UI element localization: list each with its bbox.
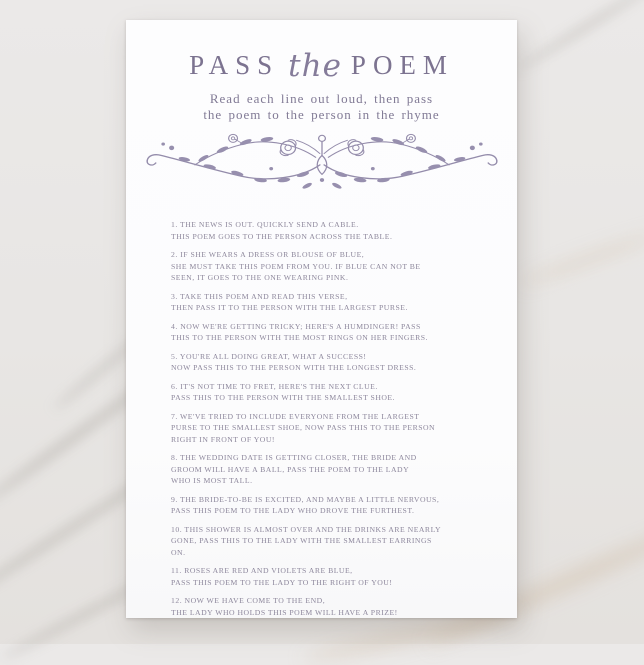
poem-verse-4 <box>171 321 517 344</box>
poem-line: 1. THE NEWS IS OUT. QUICKLY SEND A CABLE. <box>171 220 359 229</box>
poem-verse-5 <box>171 351 517 374</box>
poem-line: THIS TO THE PERSON WITH THE MOST RINGS ON HER FINGERS. <box>171 333 429 342</box>
poem-line: THEN PASS IT TO THE PERSON WITH THE LARGEST PURSE. <box>171 303 408 312</box>
card-subtitle <box>126 91 517 122</box>
poem-verse-8 <box>171 452 517 487</box>
poem-verse-12 <box>171 595 517 618</box>
poem-line: NOW PASS THIS TO THE PERSON WITH THE LONGEST DRESS. <box>171 363 417 372</box>
poem-line: 11. ROSES ARE RED AND VIOLETS ARE BLUE, <box>171 566 353 575</box>
poem-line: SHE MUST TAKE THIS POEM FROM YOU. IF BLUE CAN NOT BE <box>171 261 421 271</box>
poem-line: 4. NOW WE'RE GETTING TRICKY; HERE'S A HUMDINGER! PASS <box>171 321 421 331</box>
poem-verse-9 <box>171 494 517 517</box>
poem-line: 12. NOW WE HAVE COME TO THE END, <box>171 596 326 605</box>
poem-line: ON. <box>171 547 186 557</box>
poem-line: PURSE TO THE SMALLEST SHOE, NOW PASS THIS TO THE PERSON <box>171 423 436 432</box>
poem-line: GROOM WILL HAVE A BALL, PASS THE POEM TO THE LADY <box>171 464 410 474</box>
poem-line: GONE, PASS THIS TO THE LADY WITH THE SMALLEST EARRINGS <box>171 536 432 545</box>
poem-verse-10 <box>171 524 517 559</box>
poem-line: PASS THIS POEM TO THE LADY WHO DROVE THE FURTHEST. <box>171 506 415 515</box>
poem-verse-1 <box>171 219 517 242</box>
poem-line: 3. TAKE THIS POEM AND READ THIS VERSE, <box>171 291 348 301</box>
game-card <box>126 20 517 618</box>
poem-verse-11 <box>171 565 517 588</box>
poem-verse-2 <box>171 249 517 284</box>
poem-line: 8. THE WEDDING DATE IS GETTING CLOSER, THE BRIDE AND <box>171 453 417 462</box>
subtitle-line-2: the poem to the person in the rhyme <box>203 106 440 122</box>
poem-line: THIS POEM GOES TO THE PERSON ACROSS THE TABLE. <box>171 231 393 241</box>
poem-line: 9. THE BRIDE-TO-BE IS EXCITED, AND MAYBE A LITTLE NERVOUS, <box>171 494 440 504</box>
poem-line: WHO IS MOST TALL. <box>171 476 253 485</box>
card-title <box>126 48 517 83</box>
poem-line: PASS THIS POEM TO THE LADY TO THE RIGHT OF YOU! <box>171 577 393 587</box>
poem-line: RIGHT IN FRONT OF YOU! <box>171 434 275 444</box>
poem-line: 5. YOU'RE ALL DOING GREAT, WHAT A SUCCESS! <box>171 351 367 361</box>
poem-list <box>171 219 517 618</box>
poem-line: SEEN, IT GOES TO THE ONE WEARING PINK. <box>171 273 349 282</box>
poem-line: THE LADY WHO HOLDS THIS POEM WILL HAVE A PRIZE! <box>171 607 398 617</box>
poem-line: PASS THIS TO THE PERSON WITH THE SMALLEST SHOE. <box>171 393 396 402</box>
title-word-the: the <box>288 48 342 84</box>
poem-line: 2. IF SHE WEARS A DRESS OR BLOUSE OF BLUE, <box>171 250 365 259</box>
title-word-poem: POEM <box>350 50 454 80</box>
title-word-pass: PASS <box>189 50 280 80</box>
floral-vine-ornament <box>142 127 502 199</box>
subtitle-line-1: Read each line out loud, then pass <box>209 91 434 106</box>
marble-vein <box>517 230 644 289</box>
poem-verse-6 <box>171 381 517 404</box>
poem-verse-7 <box>171 411 517 446</box>
poem-line: 6. IT'S NOT TIME TO FRET, HERE'S THE NEXT CLUE. <box>171 381 378 391</box>
marble-vein <box>515 0 644 73</box>
poem-verse-3 <box>171 291 517 314</box>
poem-line: 7. WE'VE TRIED TO INCLUDE EVERYONE FROM THE LARGEST <box>171 411 420 421</box>
poem-line: 10. THIS SHOWER IS ALMOST OVER AND THE DRINKS ARE NEARLY <box>171 524 442 534</box>
